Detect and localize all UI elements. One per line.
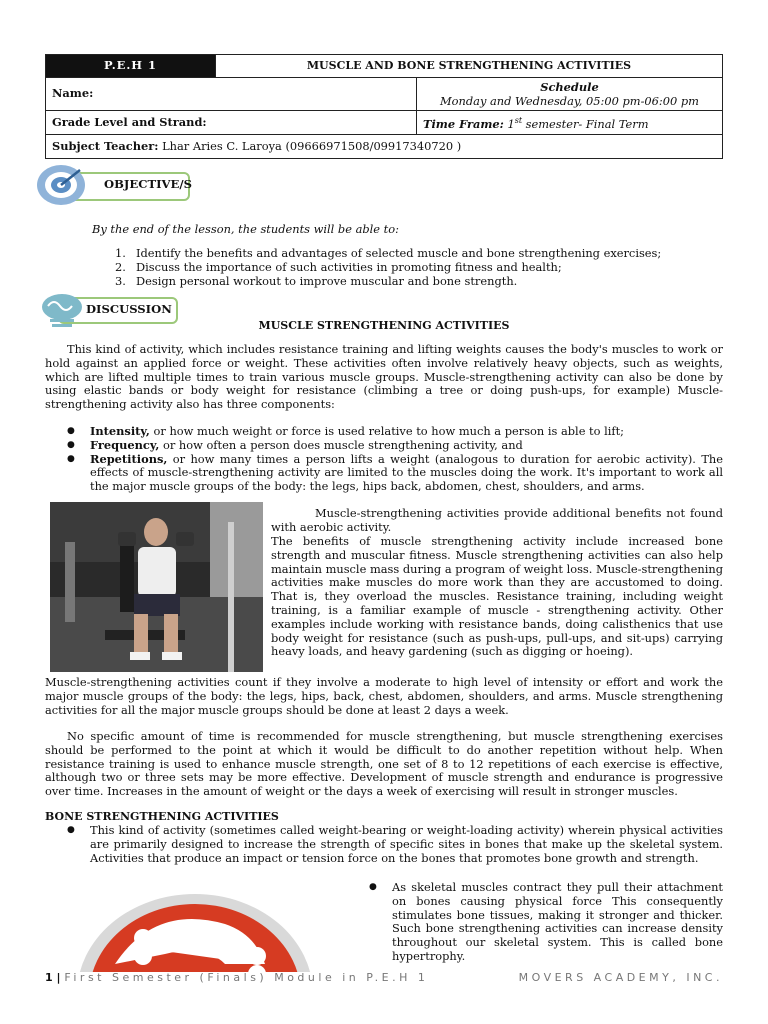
objective-item — [115, 259, 736, 275]
schedule-label: Schedule — [540, 80, 599, 94]
bone-bullet: ● As skeletal muscles contract they pull their attachment on bones causing physical force This consequently stimulates bone tissues, making it stronger and thicker. Such bone strengthening activities can increase density throughout our skeletal system. This is called bone hypertrophy. — [347, 881, 723, 964]
name-label: Name: — [46, 78, 417, 111]
schedule-value: Monday and Wednesday, 05:00 pm-06:00 pm — [440, 94, 699, 108]
footer-org: MOVERS ACADEMY, INC. — [518, 971, 723, 984]
discussion-heading-text: DISCUSSION — [86, 302, 172, 316]
module-title: MUSCLE AND BONE STRENGTHENING ACTIVITIES — [216, 55, 723, 78]
component-text: or how often a person does muscle strengthening activity, and — [159, 437, 523, 452]
bone-muscle-logo — [55, 884, 345, 974]
footer-separator: | — [52, 971, 65, 984]
header-table — [45, 54, 723, 159]
component-term: Repetitions, — [90, 451, 168, 466]
objective-item — [115, 246, 736, 261]
components-list — [45, 425, 723, 494]
objective-list — [115, 246, 736, 288]
target-icon — [36, 164, 86, 206]
footer-module: First Semester (Finals) Module in P.E.H 1 — [64, 971, 429, 984]
side-paragraph-1: Muscle-strengthening activities provide additional benefits not found with aerobic activity. — [271, 506, 723, 534]
objective-text: Discuss the importance of such activities in promoting fitness and health; — [136, 259, 562, 274]
muscle-intro-paragraph: This kind of activity, which includes resistance training and lifting weights causes the body's muscles to work or hold against an applied force or weight. These activities often involve relatively heavy objects, such as weights, which are lifted multiple times to train various muscle groups. Muscle-strengthening activity can also be done by using elastic bands or body weight for resistance (climbing a tree or doing push-ups, for example) Muscle-strengthening activity also has three components: — [45, 342, 723, 412]
objective-number: 3. — [115, 273, 126, 288]
teacher-label: Subject Teacher: — [52, 138, 159, 153]
timeframe-sup: st — [514, 115, 523, 125]
objective-text: Design personal workout to improve muscular and bone strength. — [136, 273, 518, 288]
timeframe-value: semester- Final Term — [522, 116, 649, 131]
objective-item — [115, 273, 736, 289]
objective-intro: By the end of the lesson, the students will be able to: — [92, 222, 399, 236]
bone-list-1 — [45, 824, 723, 865]
bone-bullet: ● This kind of activity (sometimes called weight-bearing or weight-loading activity) wherein physical activities are primarily designed to increase the strength of specific sites in bones that make up the skeletal system. Activities that produce an impact or tension force on the bones that promotes bone growth and strength. — [45, 824, 723, 865]
side-paragraph-2: The benefits of muscle strengthening activity include increased bone strength and muscular fitness. Muscle strengthening activities can also help maintain muscle mass during a program of weight loss. Muscle-strengthening activities make muscles do more work than they are accustomed to doing. That is, they overload the muscles. Resistance training, including weight training, is a familiar example of muscle - strengthening activity. Other examples include working with resistance bands, doing calisthenics that use body weight for resistance (such as push-ups, pull-ups, and sit-ups) carrying heavy loads, and heavy gardening (such as digging or hoeing). — [271, 534, 723, 659]
grade-label: Grade Level and Strand: — [46, 111, 417, 135]
timeframe-label: Time Frame: — [423, 116, 504, 131]
objective-text: Identify the benefits and advantages of selected muscle and bone strengthening exercises; — [136, 246, 662, 260]
teacher-value: Lhar Aries C. Laroya (09666971508/09917340720 ) — [158, 138, 462, 153]
component-item — [45, 453, 723, 494]
component-item — [45, 439, 723, 453]
schedule-cell — [417, 78, 723, 111]
objective-number: 2. — [115, 259, 126, 274]
component-text: or how many times a person lifts a weight (analogous to duration for aerobic activity). The effects of muscle-strengthening activity are limited to the muscles doing the work. It's important to work all the major muscle groups of the body: the legs, hips back, abdomen, chest, shoulders, and arms. — [90, 451, 723, 494]
subject-code: P.E.H 1 — [46, 55, 216, 78]
component-item — [45, 425, 723, 439]
timeframe-num: 1 — [507, 116, 515, 131]
teacher-cell — [46, 135, 723, 159]
full-paragraph-2: No specific amount of time is recommended for muscle strengthening, but muscle strengthening exercises should be performed to the point at which it would be difficult to do another repetition without help. When resistance training is used to enhance muscle strength, one set of 8 to 12 repetitions of each exercise is effective, although two or three sets may be more effective. Development of muscle strength and endurance is progressive over time. Increases in the amount of weight or the days a week of exercising will result in stronger muscles. — [45, 729, 723, 799]
full-paragraph-1: Muscle-strengthening activities count if they involve a moderate to high level of intensity or effort and work the major muscle groups of the body: the legs, hips, back, chest, abdomen, shoulders, and arms. Muscle strengthening activities for all the major muscle groups should be done at least 2 days a week. — [45, 675, 723, 717]
timeframe-cell — [417, 111, 723, 135]
bone-list-2 — [347, 881, 723, 964]
component-text: or how much weight or force is used relative to how much a person is able to lift; — [149, 424, 625, 438]
weightlifting-photo — [50, 502, 263, 672]
muscle-section-title: MUSCLE STRENGTHENING ACTIVITIES — [258, 319, 510, 332]
bone-section-title: BONE STRENGTHENING ACTIVITIES — [45, 810, 279, 823]
objective-number: 1. — [115, 246, 126, 260]
page-footer — [45, 971, 723, 985]
page-number: 1 — [45, 971, 53, 984]
objective-heading-text: OBJECTIVE/S — [104, 177, 192, 191]
component-term: Intensity, — [90, 424, 150, 438]
component-term: Frequency, — [90, 437, 160, 452]
